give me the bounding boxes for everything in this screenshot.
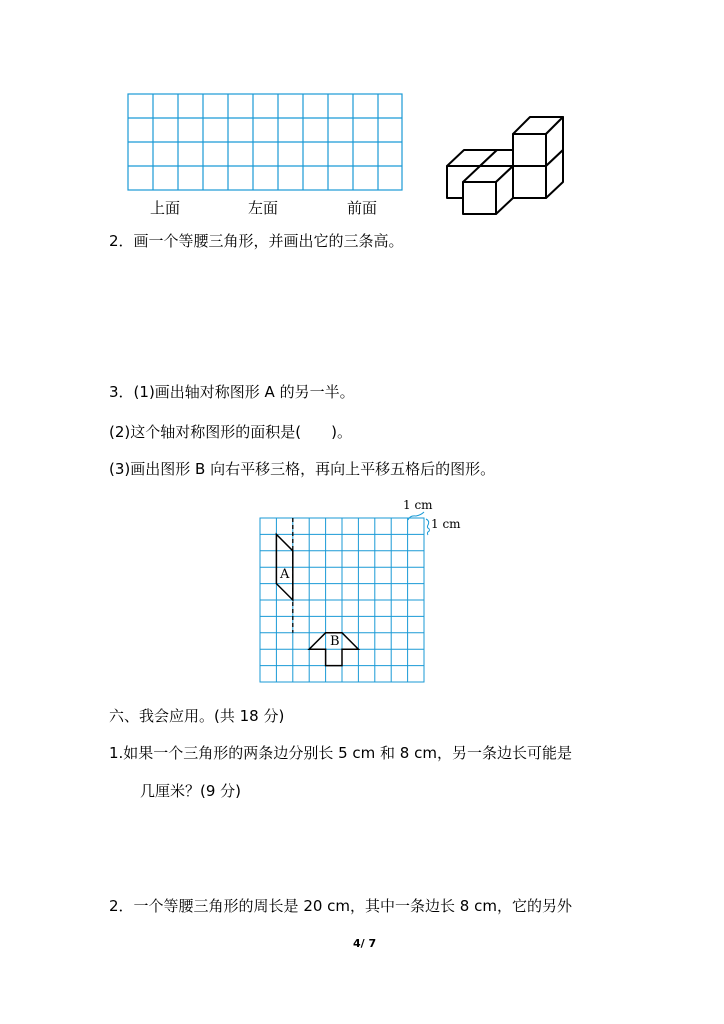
page-number: 4/ 7 [353, 937, 377, 950]
section-6-q2-line1: 2．一个等腰三角形的周长是 20 cm，其中一条边长 8 cm，它的另外 [109, 897, 572, 915]
unit-label-vertical: 1 cm [431, 517, 461, 531]
question-3-part-2: (2)这个轴对称图形的面积是( )。 [109, 423, 352, 441]
section-6-q1-line1: 1.如果一个三角形的两条边分别长 5 cm 和 8 cm，另一条边长可能是 [109, 744, 572, 762]
unit-label-horizontal: 1 cm [403, 498, 433, 512]
translation-grid-figure [258, 509, 430, 685]
shape-a-label: A [280, 567, 290, 582]
section-6-heading: 六、我会应用。(共 18 分) [109, 707, 285, 725]
unit-brace [408, 512, 424, 520]
views-answer-grid [127, 93, 404, 192]
question-2-text: 2．画一个等腰三角形，并画出它的三条高。 [109, 232, 404, 250]
view-label-left: 左面 [248, 199, 279, 217]
view-label-front: 前面 [347, 199, 378, 217]
question-3-part-3: (3)画出图形 B 向右平移三格，再向上平移五格后的图形。 [109, 460, 496, 478]
shape-b-label: B [330, 634, 340, 649]
section-6-q1-line2: 几厘米？(9 分) [140, 782, 242, 800]
cube-stack-figure [444, 114, 566, 218]
question-3-part-1: 3．(1)画出轴对称图形 A 的另一半。 [109, 383, 355, 401]
view-label-top: 上面 [150, 199, 181, 217]
